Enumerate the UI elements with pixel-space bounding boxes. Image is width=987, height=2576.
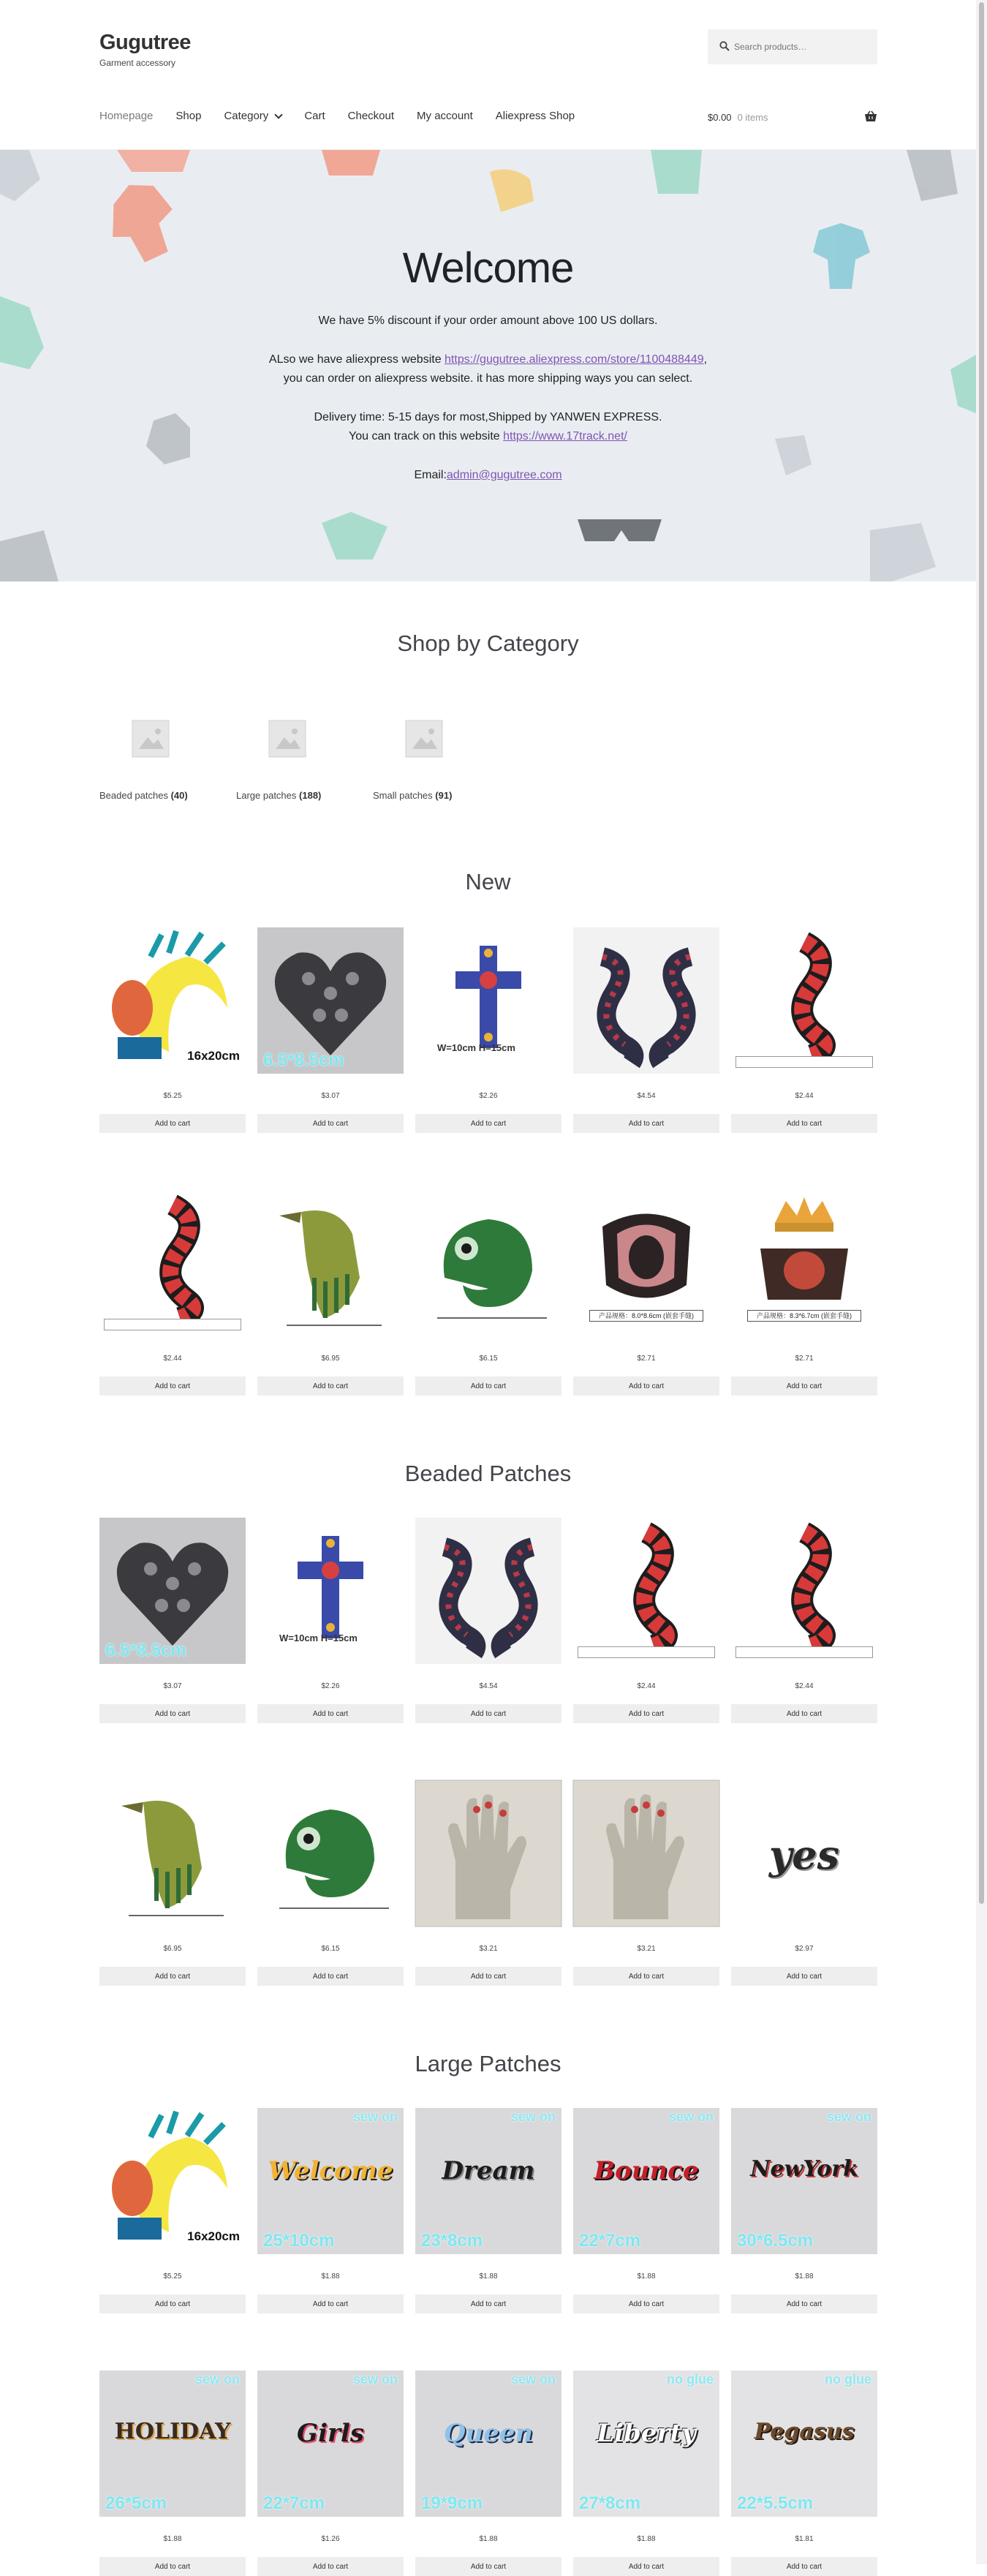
product-size-label: 23*8cm	[421, 2231, 483, 2251]
product-image	[415, 1780, 561, 1927]
add-to-cart-button[interactable]: Add to cart	[257, 1376, 404, 1396]
product-image	[257, 1518, 404, 1664]
product-size-label: 22*7cm	[263, 2493, 325, 2513]
product-card[interactable]	[415, 2370, 561, 2576]
category-image	[99, 688, 202, 790]
category-name: Large patches	[236, 790, 297, 801]
product-size-label: 25*10cm	[263, 2231, 335, 2251]
product-image	[573, 2370, 719, 2517]
size-chart-strip	[735, 1056, 873, 1068]
product-card[interactable]	[99, 1780, 246, 1986]
aliexpress-store-link[interactable]: https://gugutree.aliexpress.com/store/1100488449	[445, 353, 704, 366]
product-image	[731, 1780, 877, 1927]
product-card[interactable]	[415, 1518, 561, 1723]
product-price: $5.25	[163, 2272, 182, 2281]
image-placeholder-icon	[268, 720, 306, 758]
product-word-art: yes	[768, 1831, 840, 1878]
nav-aliexpress-shop[interactable]: Aliexpress Shop	[495, 110, 575, 122]
product-card[interactable]	[99, 2370, 246, 2576]
nav-category-label: Category	[224, 110, 269, 122]
add-to-cart-button[interactable]: Add to cart	[573, 1376, 719, 1396]
basket-icon	[864, 110, 877, 122]
hero-banner	[0, 150, 976, 581]
add-to-cart-button[interactable]: Add to cart	[731, 2557, 877, 2576]
product-price: $1.26	[321, 2535, 340, 2543]
nav-cart[interactable]: Cart	[304, 110, 325, 122]
product-price: $2.44	[637, 1682, 656, 1690]
size-chart-strip	[578, 1646, 715, 1658]
product-price: $3.21	[637, 1945, 656, 1953]
search-box	[708, 29, 877, 64]
product-word-art: Dream	[442, 2156, 535, 2185]
product-image	[573, 1518, 719, 1664]
cart-count: 0 items	[737, 112, 768, 123]
product-image	[99, 1780, 246, 1927]
product-card[interactable]	[257, 927, 404, 1133]
product-price: $4.54	[637, 1092, 656, 1100]
site-branding	[99, 31, 191, 68]
product-price: $2.44	[795, 1682, 814, 1690]
hero-tracking-prefix: You can track on this website	[349, 430, 504, 442]
product-price: $3.21	[479, 1945, 498, 1953]
product-card[interactable]	[415, 1190, 561, 1396]
hero-email-prefix: Email:	[414, 469, 447, 481]
category-card[interactable]	[236, 688, 339, 801]
image-placeholder-icon	[405, 720, 443, 758]
hero-delivery-text: Delivery time: 5-15 days for most,Shipped by YANWEN EXPRESS.	[314, 411, 662, 423]
category-label	[99, 790, 202, 801]
header-cart[interactable]	[708, 112, 877, 123]
add-to-cart-button[interactable]: Add to cart	[257, 1967, 404, 1986]
product-word-art: Pegasus	[754, 2419, 855, 2444]
product-price: $3.07	[163, 1682, 182, 1690]
hero-tracking-text	[0, 427, 976, 446]
add-to-cart-button[interactable]: Add to cart	[99, 1376, 246, 1396]
product-size-label: W=10cm H=15cm	[279, 1632, 358, 1643]
product-image	[257, 1780, 404, 1927]
add-to-cart-button[interactable]: Add to cart	[257, 2557, 404, 2576]
product-size-label: 16x20cm	[187, 1049, 240, 1063]
add-to-cart-button[interactable]: Add to cart	[731, 2294, 877, 2313]
product-image	[99, 927, 246, 1074]
product-size-label: 22*5.5cm	[737, 2493, 814, 2513]
product-card[interactable]	[573, 927, 719, 1133]
add-to-cart-button[interactable]: Add to cart	[573, 2557, 719, 2576]
add-to-cart-button[interactable]: Add to cart	[99, 2557, 246, 2576]
hero-aliexpress-note: you can order on aliexpress website. it has more shipping ways you can select.	[283, 372, 693, 385]
product-size-label: 19*9cm	[421, 2493, 483, 2513]
product-image	[415, 2370, 561, 2517]
product-image	[415, 927, 561, 1074]
product-card[interactable]	[731, 1780, 877, 1986]
primary-nav	[99, 110, 597, 122]
product-price: $2.44	[163, 1355, 182, 1363]
add-to-cart-button[interactable]: Add to cart	[99, 2294, 246, 2313]
add-to-cart-button[interactable]: Add to cart	[257, 2294, 404, 2313]
product-badge: sew on	[826, 2109, 871, 2124]
section-title-beaded: Beaded Patches	[404, 1461, 572, 1486]
category-name: Beaded patches	[99, 790, 168, 801]
product-size-label: 6.5*8.5cm	[263, 1050, 344, 1070]
product-badge: sew on	[510, 2372, 556, 2387]
nav-homepage[interactable]: Homepage	[99, 110, 154, 122]
scrollbar-thumb[interactable]	[979, 2, 984, 1904]
hero-aliexpress-text	[0, 350, 976, 369]
add-to-cart-button[interactable]: Add to cart	[257, 1704, 404, 1723]
product-card[interactable]	[99, 1190, 246, 1396]
product-price: $1.88	[163, 2535, 182, 2543]
add-to-cart-button[interactable]: Add to cart	[415, 2557, 561, 2576]
product-price: $2.26	[321, 1682, 340, 1690]
product-image	[731, 2370, 877, 2517]
category-count: (91)	[435, 790, 453, 801]
add-to-cart-button[interactable]: Add to cart	[731, 1704, 877, 1723]
product-price: $6.15	[479, 1355, 498, 1363]
product-image	[731, 1190, 877, 1336]
section-title-large: Large Patches	[415, 2051, 561, 2076]
product-image	[573, 2108, 719, 2254]
hero-content	[0, 150, 976, 485]
product-card[interactable]	[257, 1190, 404, 1396]
product-word-art: Girls	[297, 2419, 364, 2448]
category-label	[236, 790, 339, 801]
product-price: $1.88	[795, 2272, 814, 2281]
product-price: $1.88	[479, 2535, 498, 2543]
add-to-cart-button[interactable]: Add to cart	[573, 1704, 719, 1723]
product-size-label: W=10cm H=15cm	[437, 1042, 515, 1053]
email-link[interactable]: admin@gugutree.com	[446, 469, 562, 481]
add-to-cart-button[interactable]: Add to cart	[731, 1967, 877, 1986]
product-price: $1.88	[637, 2535, 656, 2543]
tracking-link[interactable]: https://www.17track.net/	[503, 430, 627, 442]
product-image	[573, 927, 719, 1074]
product-image	[573, 1780, 719, 1927]
product-image	[257, 927, 404, 1074]
product-card[interactable]	[99, 2108, 246, 2313]
product-size-label: 16x20cm	[187, 2229, 240, 2243]
product-size-label: 27*8cm	[579, 2493, 641, 2513]
product-card[interactable]	[257, 2108, 404, 2313]
category-count: (188)	[299, 790, 322, 801]
product-price: $6.95	[163, 1945, 182, 1953]
nav-my-account[interactable]: My account	[417, 110, 473, 122]
product-size-label: 6.5*8.5cm	[105, 1641, 186, 1660]
add-to-cart-button[interactable]: Add to cart	[415, 1376, 561, 1396]
product-image	[415, 1518, 561, 1664]
product-card[interactable]	[415, 927, 561, 1133]
chevron-down-icon	[275, 110, 283, 118]
product-size-label: 产品规格：8.3*6.7cm (嵌套手缝)	[747, 1310, 861, 1322]
section-title-categories: Shop by Category	[397, 630, 579, 656]
product-image	[99, 1190, 246, 1336]
product-price: $2.44	[795, 1092, 814, 1100]
product-image	[99, 2108, 246, 2254]
product-card[interactable]	[415, 1780, 561, 1986]
hero-discount-text: We have 5% discount if your order amount above 100 US dollars.	[318, 315, 658, 327]
product-card[interactable]	[99, 1518, 246, 1723]
site-header	[0, 0, 976, 150]
product-word-art: Queen	[443, 2419, 534, 2448]
product-image	[731, 927, 877, 1074]
product-card[interactable]	[731, 1190, 877, 1396]
site-tagline: Garment accessory	[99, 58, 176, 68]
search-icon	[719, 41, 730, 51]
product-image	[257, 2370, 404, 2517]
add-to-cart-button[interactable]: Add to cart	[415, 1967, 561, 1986]
add-to-cart-button[interactable]: Add to cart	[573, 1967, 719, 1986]
product-price: $5.25	[163, 1092, 182, 1100]
product-price: $4.54	[479, 1682, 498, 1690]
product-image	[731, 2108, 877, 2254]
nav-category[interactable]	[224, 110, 281, 122]
category-name: Small patches	[373, 790, 433, 801]
add-to-cart-button[interactable]: Add to cart	[573, 1114, 719, 1133]
product-card[interactable]	[731, 927, 877, 1133]
product-price: $2.71	[795, 1355, 814, 1363]
page-scrollbar[interactable]	[976, 0, 987, 2564]
product-card[interactable]	[257, 1780, 404, 1986]
product-price: $1.88	[479, 2272, 498, 2281]
product-image	[415, 1190, 561, 1336]
cart-amount: $0.00	[708, 112, 732, 123]
product-price: $1.81	[795, 2535, 814, 2543]
product-word-art: NewYork	[750, 2156, 858, 2182]
product-price: $6.15	[321, 1945, 340, 1953]
add-to-cart-button[interactable]: Add to cart	[99, 1704, 246, 1723]
product-word-art: HOLIDAY	[114, 2419, 231, 2444]
product-card[interactable]	[415, 2108, 561, 2313]
product-card[interactable]	[573, 2370, 719, 2576]
product-card[interactable]	[99, 927, 246, 1133]
product-badge: no glue	[667, 2372, 714, 2387]
add-to-cart-button[interactable]: Add to cart	[257, 1114, 404, 1133]
product-word-art: Welcome	[268, 2156, 393, 2185]
product-badge: sew on	[510, 2109, 556, 2124]
product-image	[257, 2108, 404, 2254]
product-card[interactable]	[573, 2108, 719, 2313]
add-to-cart-button[interactable]: Add to cart	[415, 1114, 561, 1133]
add-to-cart-button[interactable]: Add to cart	[731, 1376, 877, 1396]
product-card[interactable]	[573, 1518, 719, 1723]
hero-title: Welcome	[402, 244, 574, 292]
product-word-art: Liberty	[597, 2419, 696, 2448]
hero-aliexpress-suffix: ,	[703, 353, 708, 366]
product-price: $1.88	[321, 2272, 340, 2281]
add-to-cart-button[interactable]: Add to cart	[99, 1967, 246, 1986]
add-to-cart-button[interactable]: Add to cart	[415, 1704, 561, 1723]
product-card[interactable]	[731, 1518, 877, 1723]
product-price: $3.07	[321, 1092, 340, 1100]
product-card[interactable]	[731, 2108, 877, 2313]
product-price: $2.71	[637, 1355, 656, 1363]
product-card[interactable]	[257, 1518, 404, 1723]
product-badge: sew on	[352, 2372, 398, 2387]
product-badge: sew on	[352, 2109, 398, 2124]
category-count: (40)	[170, 790, 188, 801]
product-image	[731, 1518, 877, 1664]
product-image	[573, 1190, 719, 1336]
search-input[interactable]	[734, 29, 873, 64]
category-card[interactable]	[373, 688, 475, 801]
product-image	[99, 1518, 246, 1664]
category-image	[236, 688, 339, 790]
product-price: $2.26	[479, 1092, 498, 1100]
product-card[interactable]	[573, 1190, 719, 1396]
product-size-label: 30*6.5cm	[737, 2231, 814, 2251]
product-image	[415, 2108, 561, 2254]
product-image	[257, 1190, 404, 1336]
size-chart-strip	[735, 1646, 873, 1658]
hero-aliexpress-prefix: ALso we have aliexpress website	[268, 353, 445, 366]
product-image	[99, 2370, 246, 2517]
product-price: $2.97	[795, 1945, 814, 1953]
add-to-cart-button[interactable]: Add to cart	[573, 2294, 719, 2313]
product-badge: sew on	[194, 2372, 240, 2387]
category-card[interactable]	[99, 688, 202, 801]
product-price: $1.88	[637, 2272, 656, 2281]
category-image	[373, 688, 475, 790]
nav-shop[interactable]: Shop	[175, 110, 202, 122]
add-to-cart-button[interactable]: Add to cart	[415, 2294, 561, 2313]
add-to-cart-button[interactable]: Add to cart	[99, 1114, 246, 1133]
image-placeholder-icon	[132, 720, 170, 758]
product-badge: sew on	[668, 2109, 714, 2124]
size-chart-strip	[104, 1319, 241, 1330]
product-size-label: 22*7cm	[579, 2231, 641, 2251]
product-size-label: 产品规格：8.0*8.6cm (嵌套手缝)	[589, 1310, 703, 1322]
site-title[interactable]: Gugutree	[99, 31, 191, 54]
product-word-art: Bounce	[594, 2156, 699, 2185]
product-badge: no glue	[825, 2372, 871, 2387]
product-card[interactable]	[573, 1780, 719, 1986]
nav-checkout[interactable]: Checkout	[347, 110, 395, 122]
section-title-new: New	[465, 869, 511, 895]
category-label	[373, 790, 475, 801]
product-price: $6.95	[321, 1355, 340, 1363]
product-card[interactable]	[731, 2370, 877, 2576]
add-to-cart-button[interactable]: Add to cart	[731, 1114, 877, 1133]
hero-email-text	[0, 466, 976, 485]
product-size-label: 26*5cm	[105, 2493, 167, 2513]
product-card[interactable]	[257, 2370, 404, 2576]
